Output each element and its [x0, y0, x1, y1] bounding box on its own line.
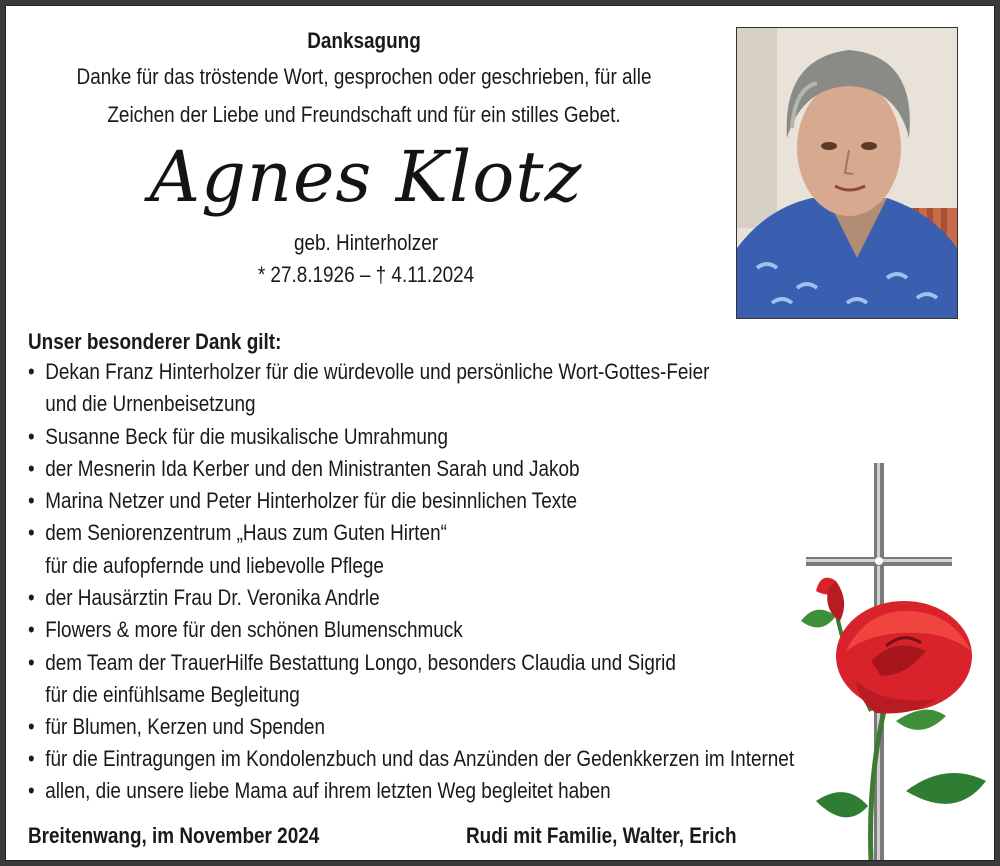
- bullet: •: [28, 650, 35, 675]
- bullet: •: [28, 617, 35, 642]
- list-item-text: für die Eintragungen im Kondolenzbuch und das Anzünden der Gedenkkerzen im Internet: [45, 746, 795, 771]
- deceased-name: Agnes Klotz: [149, 136, 583, 218]
- rose-icon: [801, 578, 986, 860]
- life-dates: * 27.8.1926 – † 4.11.2024: [257, 262, 475, 287]
- list-item-text: der Mesnerin Ida Kerber und den Ministranten Sarah und Jakob: [45, 456, 580, 481]
- list-item-text: für die einfühlsame Begleitung: [45, 682, 300, 707]
- list-item-text: dem Team der TrauerHilfe Bestattung Longo, besonders Claudia und Sigrid: [45, 650, 676, 675]
- list-item-text: allen, die unsere liebe Mama auf ihrem letzten Weg begleitet haben: [45, 778, 611, 803]
- heading: Danksagung: [307, 28, 421, 53]
- footer-family: Rudi mit Familie, Walter, Erich: [466, 823, 737, 848]
- list-item-text: Susanne Beck für die musikalische Umrahmung: [45, 424, 448, 449]
- bullet: •: [28, 714, 35, 739]
- portrait-photo: [736, 27, 958, 319]
- cross-and-rose-decoration: [776, 461, 994, 860]
- thanks-lead: Unser besonderer Dank gilt:: [28, 329, 282, 354]
- bullet: •: [28, 778, 35, 803]
- list-item-text: Marina Netzer und Peter Hinterholzer für die besinnlichen Texte: [45, 488, 578, 513]
- intro-line-2: Zeichen der Liebe und Freundschaft und für ein stilles Gebet.: [107, 102, 621, 127]
- intro-line-1: Danke für das tröstende Wort, gesprochen oder geschrieben, für alle: [76, 64, 652, 89]
- bullet: •: [28, 456, 35, 481]
- list-item-text: Dekan Franz Hinterholzer für die würdevolle und persönliche Wort-Gottes-Feier: [45, 359, 710, 384]
- bullet: •: [28, 520, 35, 545]
- footer-place-date: Breitenwang, im November 2024: [28, 823, 320, 848]
- list-item-text: für die aufopfernde und liebevolle Pflege: [45, 553, 384, 578]
- bullet: •: [28, 746, 35, 771]
- list-item-text: Flowers & more für den schönen Blumenschmuck: [45, 617, 463, 642]
- maiden-name: geb. Hinterholzer: [293, 230, 439, 255]
- bullet: •: [28, 585, 35, 610]
- list-item-text: und die Urnenbeisetzung: [45, 391, 256, 416]
- bullet: •: [28, 424, 35, 449]
- bullet: •: [28, 359, 35, 384]
- list-item-text: der Hausärztin Frau Dr. Veronika Andrle: [45, 585, 380, 610]
- bullet: •: [28, 488, 35, 513]
- list-item-text: dem Seniorenzentrum „Haus zum Guten Hirten“: [45, 520, 447, 545]
- list-item-text: für Blumen, Kerzen und Spenden: [45, 714, 325, 739]
- obituary-card: [5, 5, 995, 861]
